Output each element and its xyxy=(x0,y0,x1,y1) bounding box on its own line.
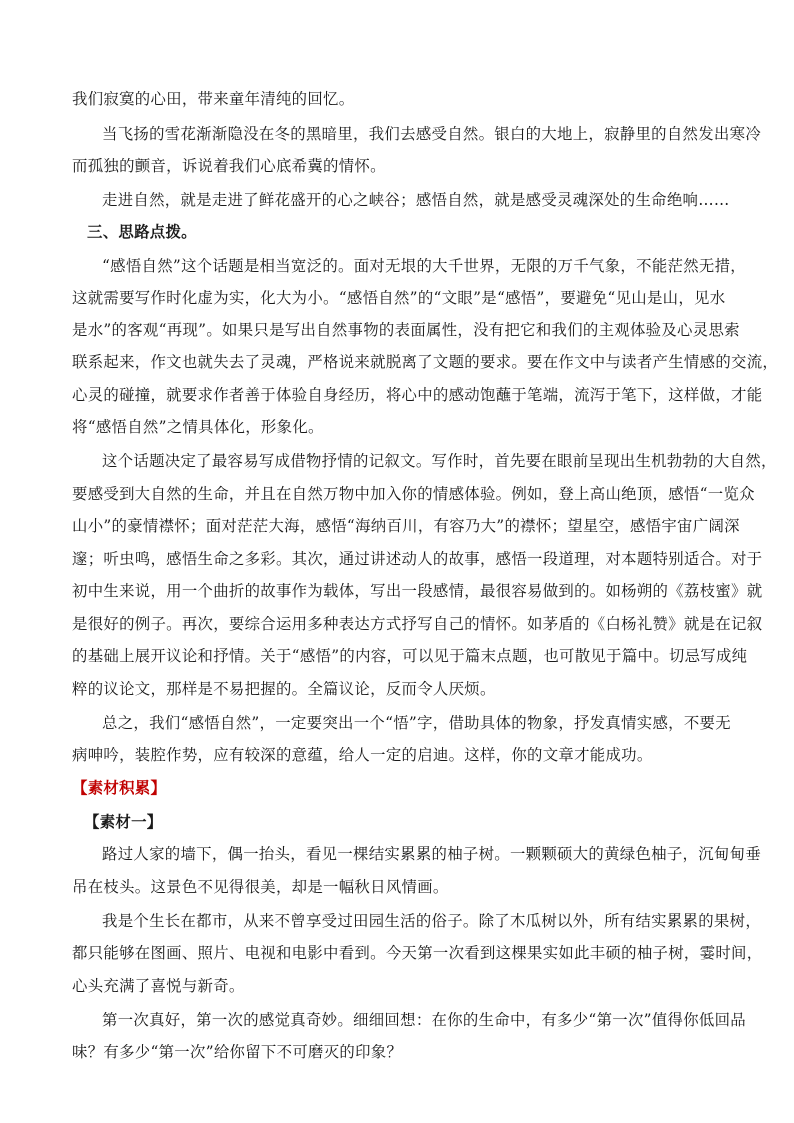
paragraph-line: 心头充满了喜悦与新奇。 xyxy=(72,977,245,995)
material-one-title: 【素材一】 xyxy=(84,813,163,831)
paragraph-line: 粹的议论文，那样是不易把握的。全篇议论，反而令人厌烦。 xyxy=(72,680,496,698)
paragraph-line: 病呻吟，装腔作势，应有较深的意蕴，给人一定的启迪。这样，你的文章才能成功。 xyxy=(72,746,653,764)
paragraph-line: 我们寂寞的心田，带来童年清纯的回忆。 xyxy=(72,90,355,108)
paragraph-line: 走进自然，就是走进了鲜花盛开的心之峡谷；感悟自然，就是感受灵魂深处的生命绝响…… xyxy=(102,191,730,209)
paragraph-line: 要感受到大自然的生命，并且在自然万物中加入你的情感体验。例如，登上高山绝顶，感悟“一览众 xyxy=(72,485,755,503)
paragraph-line: 这就需要写作时化虚为实，化大为小。“感悟自然”的“文眼”是“感悟”，要避免“见山是山，见水 xyxy=(72,289,726,307)
paragraph-line: 这个话题决定了最容易写成借物抒情的记叙文。写作时，首先要在眼前呈现出生机勃勃的大自然， xyxy=(102,452,777,470)
paragraph-line: 邃；听虫鸣，感悟生命之多彩。其次，通过讲述动人的故事，感悟一段道理，对本题特别适合。对于 xyxy=(72,550,763,568)
paragraph-line: 的基础上展开议论和抒情。关于“感悟”的内容，可以见于篇末点题，也可散见于篇中。切忌写成纯 xyxy=(72,647,748,665)
section-heading: 三、思路点拨。 xyxy=(87,223,197,241)
paragraph-line: 都只能够在图画、照片、电视和电影中看到。今天第一次看到这棵果实如此丰硕的柚子树，霎时间， xyxy=(72,944,763,962)
paragraph-line: 总之，我们“感悟自然”，一定要突出一个“悟”字，借助具体的物象，抒发真情实感，不要无 xyxy=(102,714,731,732)
paragraph-line: 初中生来说，用一个曲折的故事作为载体，写出一段感情，最很容易做到的。如杨朔的《荔枝蜜》就 xyxy=(72,582,763,600)
paragraph-line: 第一次真好，第一次的感觉真奇妙。细细回想：在你的生命中，有多少“第一次”值得你低回品 xyxy=(102,1011,746,1029)
paragraph-line: 心灵的碰撞，就要求作者善于体验自身经历，将心中的感动饱蘸于笔端，流泻于笔下，这样做，才能 xyxy=(72,386,763,404)
paragraph-line: 吊在枝头。这景色不见得很美，却是一幅秋日风情画。 xyxy=(72,878,449,896)
paragraph-line: 是水”的客观“再现”。如果只是写出自然事物的表面属性，没有把它和我们的主观体验及心灵思索 xyxy=(72,321,740,339)
paragraph-line: 我是个生长在都市，从来不曾享受过田园生活的俗子。除了木瓜树以外，所有结实累累的果树， xyxy=(102,912,762,930)
paragraph-line: 味？有多少“第一次”给你留下不可磨灭的印象？ xyxy=(72,1043,403,1061)
paragraph-line: 将“感悟自然”之情具体化，形象化。 xyxy=(72,418,324,436)
paragraph-line: 路过人家的墙下，偶一抬头，看见一棵结实累累的柚子树。一颗颗硕大的黄绿色柚子，沉甸甸垂 xyxy=(102,845,762,863)
material-section-title: 【素材积累】 xyxy=(72,779,167,797)
paragraph-line: 而孤独的颤音，诉说着我们心底希冀的情怀。 xyxy=(72,157,386,175)
paragraph-line: 联系起来，作文也就失去了灵魂，严格说来就脱离了文题的要求。要在作文中与读者产生情感的交流， xyxy=(72,353,779,371)
paragraph-line: 是很好的例子。再次，要综合运用多种表达方式抒写自己的情怀。如茅盾的《白杨礼赞》就是在记叙 xyxy=(72,615,763,633)
paragraph-line: 山小”的豪情襟怀；面对茫茫大海，感悟“海纳百川，有容乃大”的襟怀；望星空，感悟宇宙广阔深 xyxy=(72,517,740,535)
paragraph-line: “感悟自然”这个话题是相当宽泛的。面对无垠的大千世界，无限的万千气象，不能茫然无措， xyxy=(102,257,746,275)
paragraph-line: 当飞扬的雪花渐渐隐没在冬的黑暗里，我们去感受自然。银白的大地上，寂静里的自然发出寒冷 xyxy=(102,125,762,143)
